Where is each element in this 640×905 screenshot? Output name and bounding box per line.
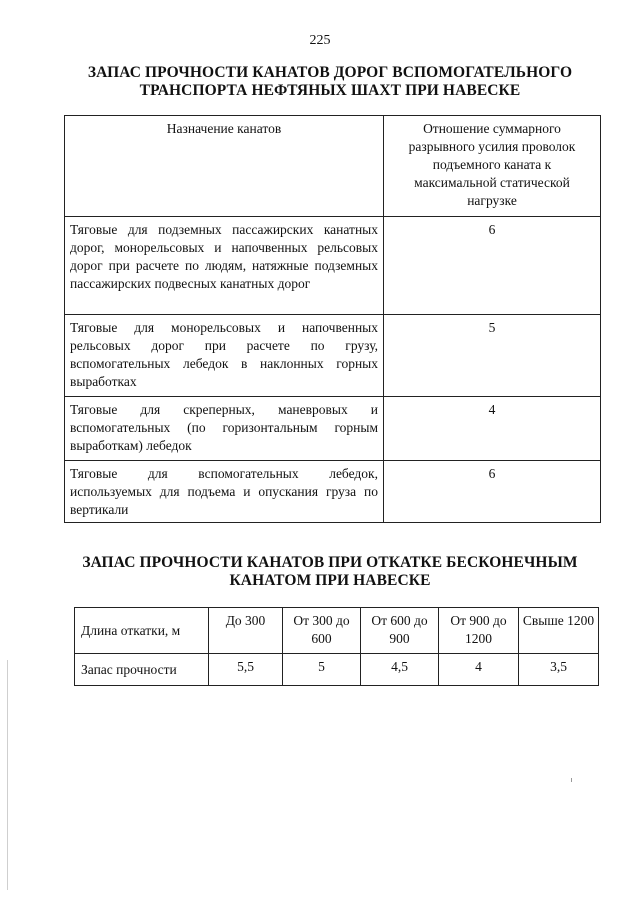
table-row <box>75 608 599 654</box>
rope-purpose: Тяговые для монорельсовых и напочвенных рельсовых дорог при расчете по грузу, вспомогательных лебедок в наклонных горных выработках <box>65 315 384 397</box>
haulage-range: От 600 до 900 <box>361 608 439 654</box>
rope-strength-table <box>64 115 601 523</box>
table-row <box>65 397 601 461</box>
strength-ratio: 4 <box>384 397 601 461</box>
section-1-title <box>60 64 600 100</box>
section-1-title-line: ТРАНСПОРТА НЕФТЯНЫХ ШАХТ ПРИ НАВЕСКЕ <box>139 82 521 99</box>
scan-speck <box>571 778 572 782</box>
safety-factor-label: Запас прочности <box>75 654 209 686</box>
section-2-title-line: КАНАТОМ ПРИ НАВЕСКЕ <box>229 572 431 589</box>
page-number: 225 <box>309 33 331 48</box>
haulage-range: До 300 <box>209 608 283 654</box>
rope-purpose: Тяговые для вспомогательных лебедок, используемых для подъема и опускания груза по вертикали <box>65 461 384 523</box>
safety-factor-value: 4,5 <box>361 654 439 686</box>
table-row <box>65 461 601 523</box>
header-ratio: Отношение суммарного разрывного усилия проволок подъемного каната к максимальной статической нагрузке <box>384 116 601 217</box>
header-purpose: Назначение канатов <box>65 116 384 217</box>
table-row <box>65 217 601 315</box>
haulage-range: Свыше 1200 <box>519 608 599 654</box>
rope-purpose: Тяговые для подземных пассажирских канатных дорог, монорельсовых и напочвенных рельсовых дорог при расчете по людям, натяжные подземных пассажирских подвесных канатных дорог <box>65 217 384 315</box>
safety-factor-value: 3,5 <box>519 654 599 686</box>
rope-purpose: Тяговые для скреперных, маневровых и вспомогательных (по горизонтальным горным выработкам) лебедок <box>65 397 384 461</box>
haulage-strength-table <box>74 607 599 686</box>
section-2-title <box>60 554 600 590</box>
strength-ratio: 5 <box>384 315 601 397</box>
table-row <box>65 315 601 397</box>
table-row <box>75 654 599 686</box>
safety-factor-value: 5 <box>283 654 361 686</box>
haulage-range: От 300 до 600 <box>283 608 361 654</box>
section-2-title-line: ЗАПАС ПРОЧНОСТИ КАНАТОВ ПРИ ОТКАТКЕ БЕСКОНЕЧНЫМ <box>82 554 578 571</box>
safety-factor-value: 5,5 <box>209 654 283 686</box>
safety-factor-value: 4 <box>439 654 519 686</box>
haulage-length-label: Длина откатки, м <box>75 608 209 654</box>
scan-margin-line <box>7 660 8 890</box>
table-header-row <box>65 116 601 217</box>
strength-ratio: 6 <box>384 461 601 523</box>
haulage-range: От 900 до 1200 <box>439 608 519 654</box>
section-1-title-line: ЗАПАС ПРОЧНОСТИ КАНАТОВ ДОРОГ ВСПОМОГАТЕЛЬНОГО <box>87 64 573 81</box>
strength-ratio: 6 <box>384 217 601 315</box>
